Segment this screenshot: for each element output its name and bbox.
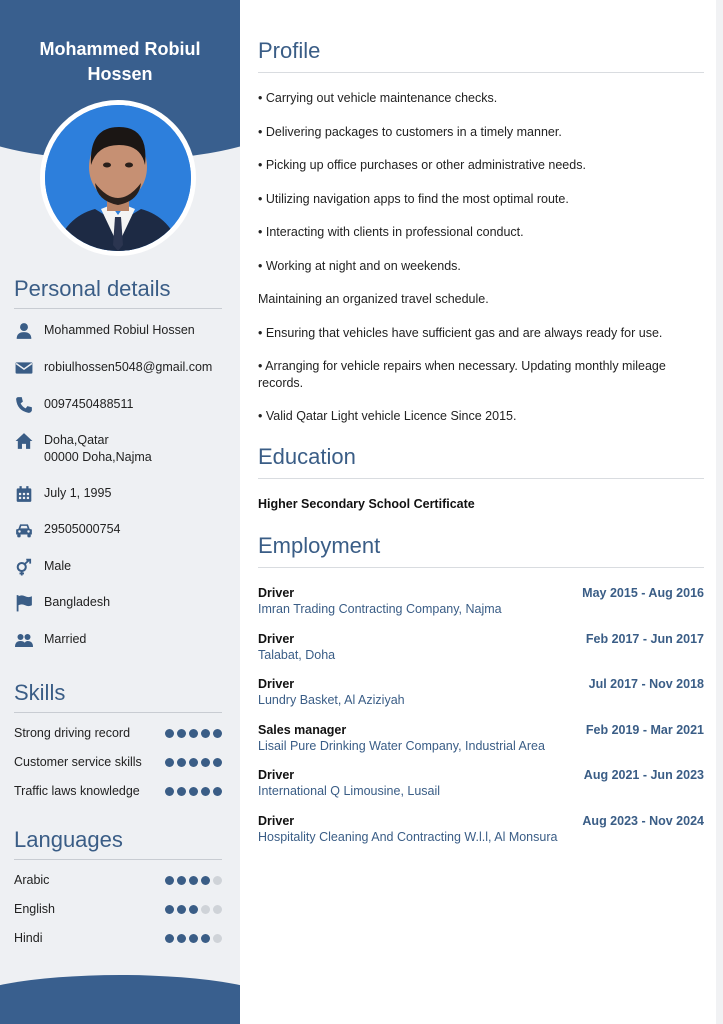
envelope-icon [14, 359, 34, 376]
rating-dot-filled [189, 905, 198, 914]
rating-dot-filled [201, 876, 210, 885]
candidate-name: Mohammed Robiul Hossen [39, 39, 201, 84]
rating-dot-filled [177, 787, 186, 796]
rating-dot-empty [213, 876, 222, 885]
sidebar [0, 0, 240, 1024]
rating-dot-empty [213, 905, 222, 914]
detail-nationality: Bangladesh [14, 594, 110, 611]
rating-dot-filled [201, 729, 210, 738]
skill-row [14, 726, 222, 740]
rating-dot-filled [201, 934, 210, 943]
detail-email: robiulhossen5048@gmail.com [14, 359, 212, 376]
employment-entry [258, 768, 704, 798]
job-dates: Aug 2021 - Jun 2023 [583, 768, 704, 783]
detail-address: Doha,Qatar 00000 Doha,Najma [14, 432, 152, 466]
job-title: Driver [258, 631, 295, 646]
detail-name: Mohammed Robiul Hossen [14, 322, 195, 339]
job-company: Imran Trading Contracting Company, Najma [258, 602, 502, 616]
profile-item: • Valid Qatar Light vehicle Licence Since 2015. [258, 409, 517, 423]
job-title: Sales manager [258, 722, 347, 737]
job-dates: Feb 2019 - Mar 2021 [585, 722, 704, 737]
languages-list [14, 873, 222, 963]
language-rating [165, 905, 222, 914]
profile-item: • Carrying out vehicle maintenance checks. [258, 91, 498, 105]
detail-birthdate: July 1, 1995 [14, 485, 111, 502]
rating-dot-filled [165, 729, 174, 738]
employment-entry [258, 632, 704, 662]
detail-license: 29505000754 [14, 521, 120, 538]
footer-band [0, 975, 240, 1024]
language-rating [165, 876, 222, 885]
skill-row [14, 784, 222, 798]
detail-marital-status: Married [14, 631, 86, 648]
employment-entry [258, 677, 704, 707]
rating-dot-filled [201, 758, 210, 767]
language-rating [165, 934, 222, 943]
rating-dot-filled [165, 787, 174, 796]
page-edge [716, 0, 723, 1024]
skills-section [14, 680, 222, 713]
rating-dot-filled [189, 729, 198, 738]
profile-photo [40, 100, 196, 256]
rating-dot-filled [189, 787, 198, 796]
language-label: English [14, 902, 55, 916]
car-icon [14, 521, 34, 538]
job-title: Driver [258, 768, 295, 783]
detail-gender: Male [14, 558, 71, 575]
language-row [14, 931, 222, 945]
job-dates: Aug 2023 - Nov 2024 [582, 814, 704, 828]
employment-entry [258, 586, 704, 616]
language-row [14, 902, 222, 916]
rating-dot-empty [201, 905, 210, 914]
employment-entry [258, 723, 704, 753]
profile-item: • Arranging for vehicle repairs when necessary. Updating monthly mileage records. [258, 359, 666, 390]
rating-dot-filled [165, 934, 174, 943]
rating-dot-filled [165, 905, 174, 914]
languages-section [14, 827, 222, 860]
job-dates: May 2015 - Aug 2016 [582, 586, 704, 600]
skill-label: Customer service skills [14, 755, 142, 769]
employment-entry [258, 814, 704, 844]
job-title: Driver [258, 677, 295, 692]
profile-item: • Delivering packages to customers in a timely manner. [258, 125, 562, 139]
personal-details-section [14, 276, 222, 309]
education-item: Higher Secondary School Certificate [258, 497, 475, 511]
rating-dot-filled [189, 934, 198, 943]
languages-heading: Languages [14, 827, 222, 860]
skill-label: Traffic laws knowledge [14, 784, 140, 798]
education-heading: Education [258, 444, 704, 479]
profile-heading: Profile [258, 38, 704, 73]
profile-item: • Interacting with clients in professional conduct. [258, 225, 524, 239]
personal-details-heading: Personal details [14, 276, 222, 309]
language-label: Arabic [14, 873, 50, 887]
flag-icon [14, 594, 34, 611]
rating-dot-filled [201, 787, 210, 796]
skill-row [14, 755, 222, 769]
language-label: Hindi [14, 931, 43, 945]
job-company: Lisail Pure Drinking Water Company, Industrial Area [258, 738, 545, 753]
rating-dot-filled [189, 876, 198, 885]
job-dates: Jul 2017 - Nov 2018 [588, 677, 704, 692]
profile-item: Maintaining an organized travel schedule. [258, 292, 489, 306]
rating-dot-filled [165, 876, 174, 885]
rating-dot-filled [165, 758, 174, 767]
rating-dot-filled [189, 758, 198, 767]
skills-heading: Skills [14, 680, 222, 713]
rating-dot-filled [213, 729, 222, 738]
job-company: Hospitality Cleaning And Contracting W.l.l, Al Monsura [258, 830, 558, 844]
personal-details-list [14, 322, 222, 662]
rating-dot-filled [177, 758, 186, 767]
profile-item: • Working at night and on weekends. [258, 259, 461, 273]
phone-icon [14, 396, 34, 413]
skill-rating [165, 729, 222, 738]
job-company: Talabat, Doha [258, 647, 336, 662]
profile-item: • Ensuring that vehicles have sufficient gas and are always ready for use. [258, 326, 663, 340]
job-company: Lundry Basket, Al Aziziyah [258, 693, 405, 708]
profile-item: • Picking up office purchases or other administrative needs. [258, 158, 586, 172]
language-row [14, 873, 222, 887]
detail-phone: 0097450488511 [14, 396, 133, 413]
rating-dot-filled [177, 876, 186, 885]
gender-icon [14, 558, 34, 575]
employment-heading: Employment [258, 533, 704, 568]
skill-rating [165, 758, 222, 767]
job-title: Driver [258, 586, 295, 600]
rating-dot-filled [213, 758, 222, 767]
rating-dot-filled [213, 787, 222, 796]
rating-dot-filled [177, 934, 186, 943]
skill-label: Strong driving record [14, 726, 131, 740]
skills-list [14, 726, 222, 816]
job-dates: Feb 2017 - Jun 2017 [585, 631, 704, 646]
rating-dot-filled [177, 905, 186, 914]
person-icon [14, 322, 34, 339]
people-icon [14, 631, 34, 648]
skill-rating [165, 787, 222, 796]
home-icon [14, 432, 34, 449]
job-company: International Q Limousine, Lusail [258, 784, 441, 799]
rating-dot-empty [213, 934, 222, 943]
calendar-icon [14, 485, 34, 502]
profile-item: • Utilizing navigation apps to find the most optimal route. [258, 192, 569, 206]
rating-dot-filled [177, 729, 186, 738]
job-title: Driver [258, 814, 295, 828]
